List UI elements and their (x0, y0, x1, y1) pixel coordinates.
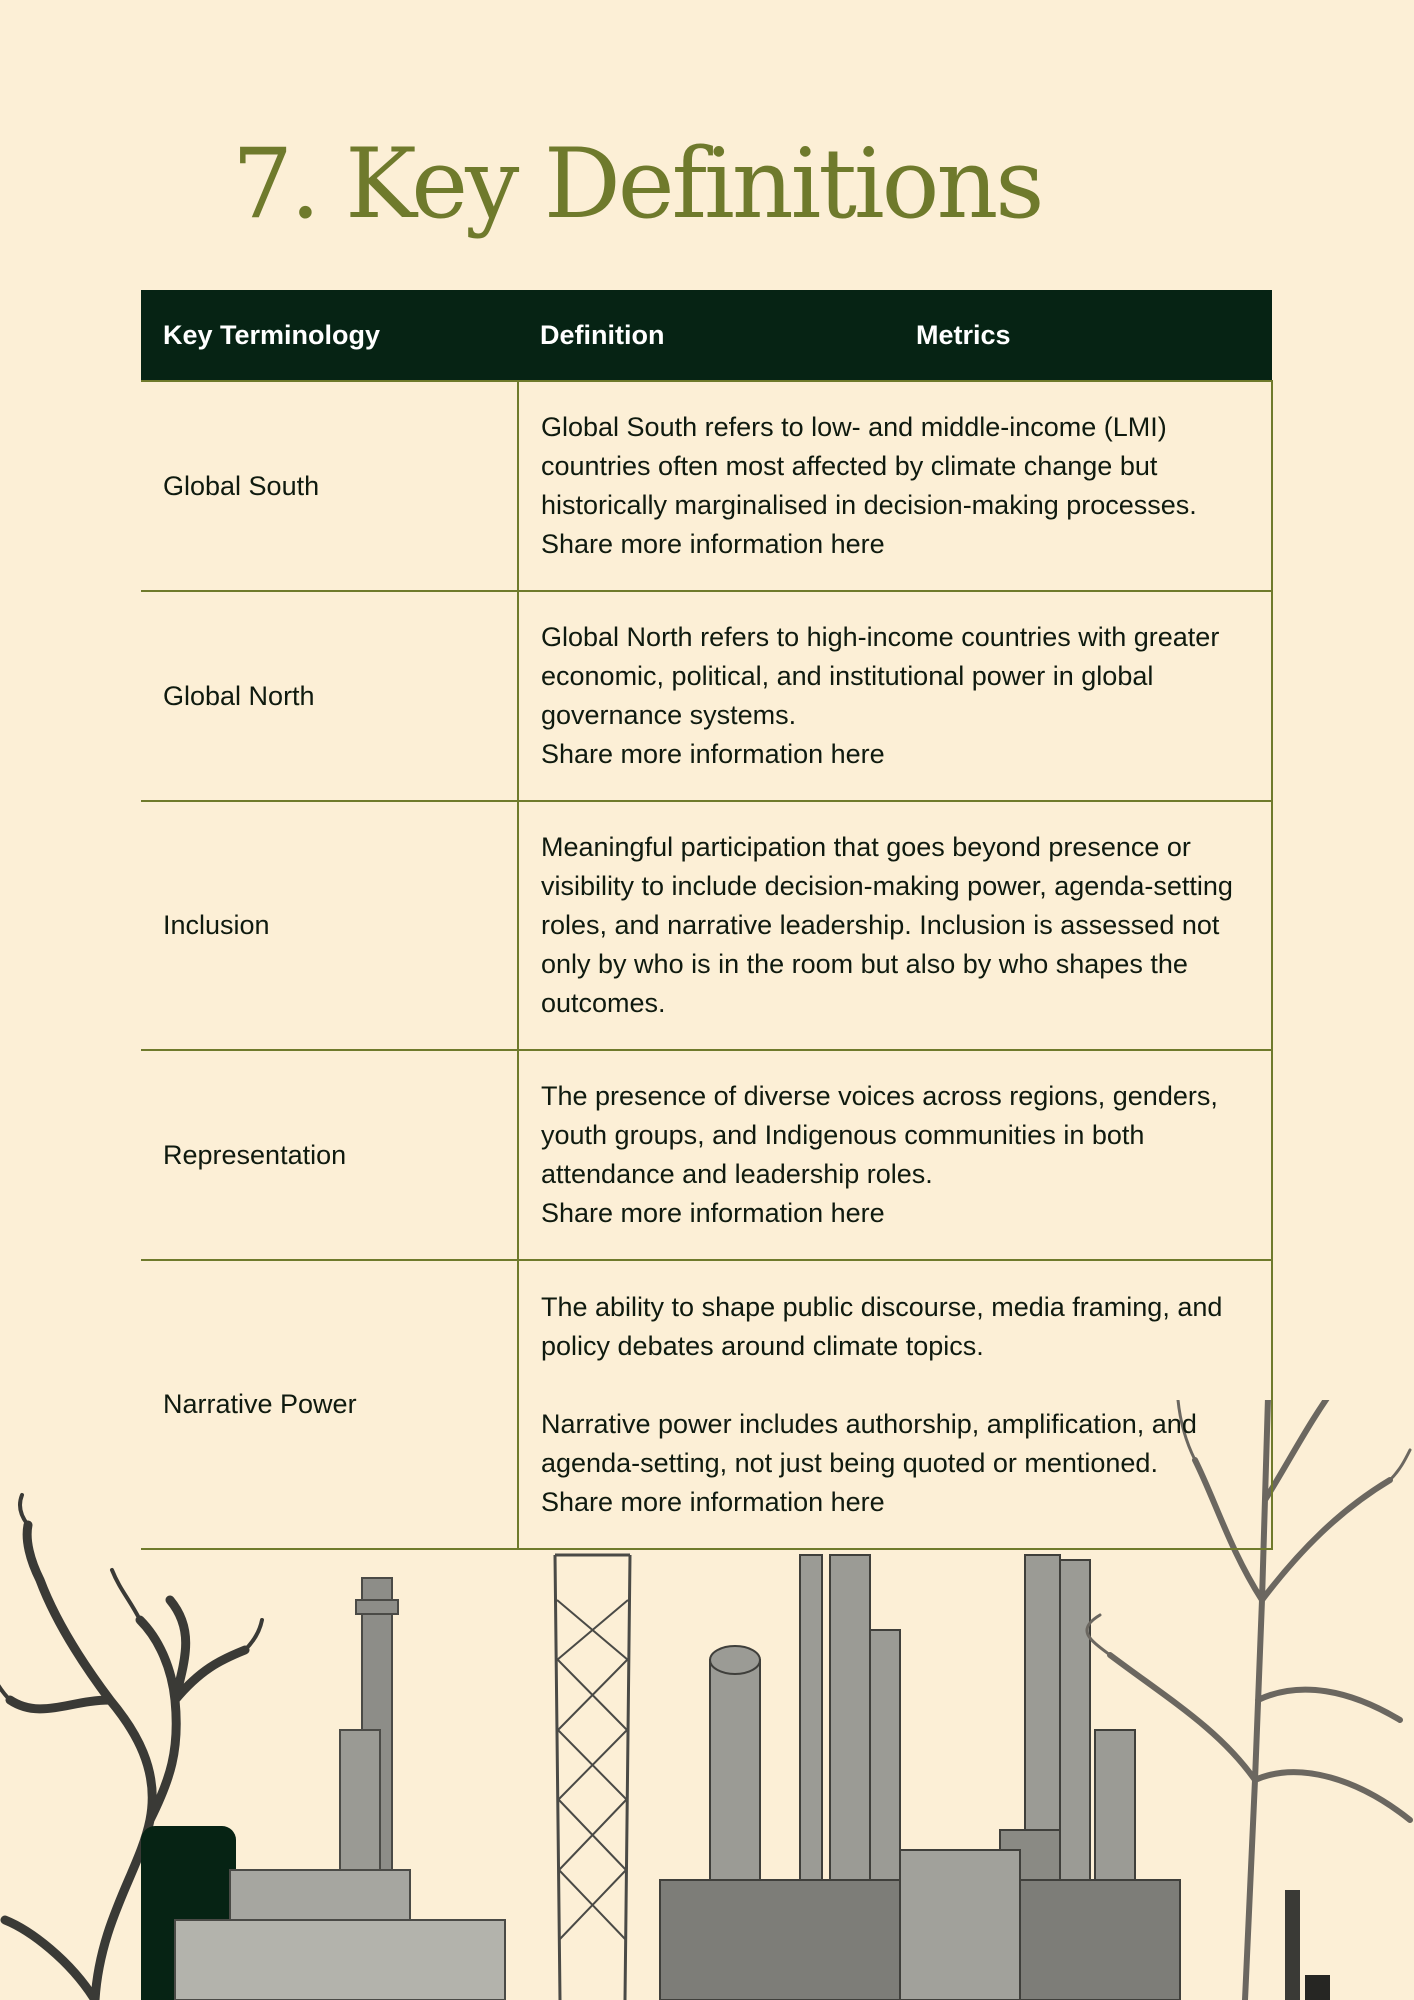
more-info-text: Share more information here (541, 739, 885, 769)
term-cell: Representation (141, 1050, 518, 1260)
definition-cell (518, 801, 1272, 1050)
definition-text: Global North refers to high-income countries with greater economic, political, and institutional power in global governance systems. (541, 622, 1220, 730)
more-info-text: Share more information here (541, 1486, 885, 1517)
term-cell: Global North (141, 591, 518, 801)
page-title: 7. Key Definitions (232, 128, 1042, 240)
table-row (141, 801, 1272, 1050)
table-row (141, 1260, 1272, 1549)
definition-cell (518, 1260, 1272, 1549)
definition-text: Narrative power includes authorship, amplification, and agenda-setting, not just being quoted or mentioned. (541, 1408, 1197, 1478)
term-cell: Global South (141, 381, 518, 591)
definitions-table (141, 290, 1273, 1550)
definition-text: The ability to shape public discourse, media framing, and policy debates around climate topics. (541, 1291, 1223, 1361)
column-header-term: Key Terminology (163, 319, 381, 350)
column-header-definition-group (518, 290, 1272, 381)
term-cell: Narrative Power (141, 1260, 518, 1549)
table-row (141, 381, 1272, 591)
definition-cell (518, 381, 1272, 591)
table-row (141, 591, 1272, 801)
more-info-text: Share more information here (541, 1198, 885, 1228)
definition-cell (518, 1050, 1272, 1260)
table-row (141, 1050, 1272, 1260)
column-header-definition: Definition (540, 319, 665, 350)
column-header-metrics: Metrics (916, 319, 1011, 350)
more-info-text: Share more information here (541, 529, 885, 559)
definition-text: Global South refers to low- and middle-income (LMI) countries often most affected by climate change but historically marginalised in decision-making processes. (541, 412, 1197, 520)
term-cell: Inclusion (141, 801, 518, 1050)
definition-cell (518, 591, 1272, 801)
definition-text: Meaningful participation that goes beyond presence or visibility to include decision-making power, agenda-setting roles, and narrative leadership. Inclusion is assessed not only by who is in the room but also by who shapes the outcomes. (541, 832, 1233, 1018)
definition-text: The presence of diverse voices across regions, genders, youth groups, and Indigenous communities in both attendance and leadership roles. (541, 1081, 1218, 1189)
table-header-row (141, 290, 1272, 381)
